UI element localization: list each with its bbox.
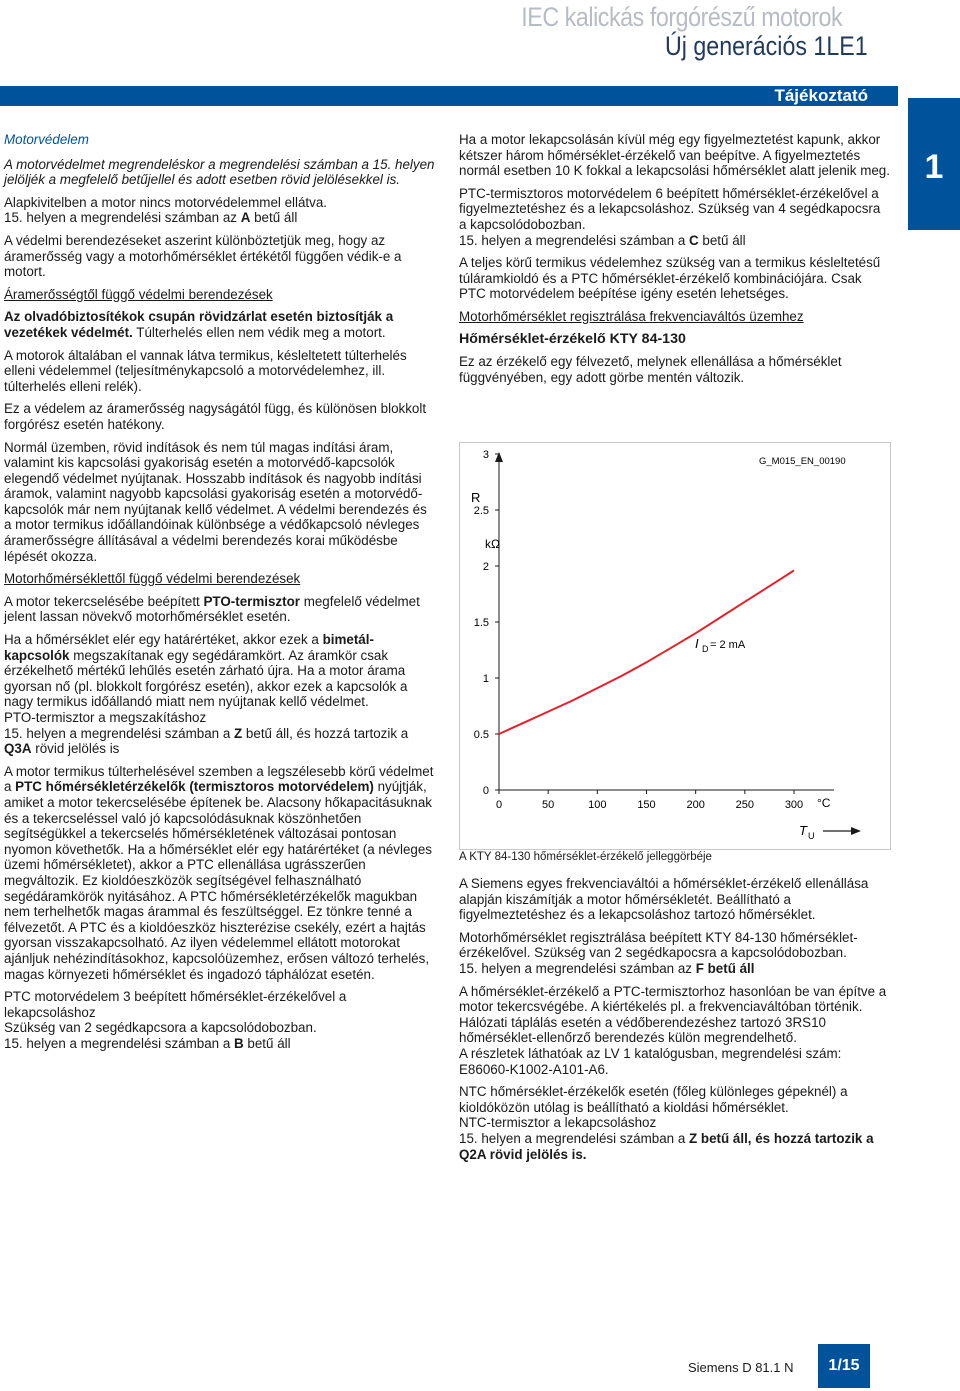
chapter-tab: [908, 98, 960, 230]
y-axis-label: R: [471, 490, 481, 505]
chart-caption: A KTY 84-130 hőmérséklet-érzékelő jelleggörbéje: [459, 851, 712, 863]
q2a-bold: Z betű áll, és hozzá tartozik a Q2A rövid jelölés is.: [459, 1130, 874, 1162]
depends-paragraph: Ez a védelem az áramerősség nagyságától függ, és különösen blokkolt forgórész esetén hatékony.: [4, 401, 427, 432]
text: megszakítanak egy segédáramkört. Az áramkör csak érzékelhető mértékű lehűlés esetén zárható újra. Ha a motor árama gyorsan nő (pl. blokkolt forgórész esetén), akkor ezek a kapcsolók a nagy termikus időállandó miatt nem nyújtanak kellő védelmet.: [4, 647, 408, 710]
kty-chart: [459, 442, 891, 850]
fuse-bold: Az olvadóbiztosítékok csupán rövidzárlat esetén biztosítják a vezetékek védelmét.: [4, 309, 394, 340]
y-tick-label: 3: [482, 449, 489, 461]
siemens-paragraph: A Siemens egyes frekvenciaváltói a hőmérséklet-érzékelő ellenállása alapján kiszámítják a motor hőmérsékletét. Beállítható a figyelmeztetéshez és a lekapcsoláshoz tartozó hőmérséklet.: [459, 876, 869, 923]
letter-a: A: [240, 210, 251, 226]
no-protection-paragraph: [4, 195, 436, 226]
page-number: 1/15: [818, 1344, 870, 1388]
footer-code: Siemens D 81.1 N: [688, 1360, 794, 1375]
text: Motorhőmérséklet regisztrálása beépített KTY 84-130 hőmérséklet-érzékelővel. Szükség van 2 segédkapocsra a kapcsolódobozban.: [459, 929, 858, 961]
text: betű áll, és hozzá tartozik a: [242, 725, 409, 741]
text: 15. helyen a megrendelési számban a: [4, 1035, 235, 1051]
x-tick-label: 0: [495, 799, 503, 811]
letter-b: B: [234, 1035, 244, 1051]
no-protection-line: Alapkivitelben a motor nincs motorvédelemmel ellátva.: [4, 194, 328, 210]
q3a-bold: Q3A: [4, 741, 32, 757]
intro-paragraph: A motorvédelmet megrendeléskor a megrendelési számban a 15. helyen jelöljék a megfelelő betűjellel és adott esetben rövid jelölésekkel is.: [4, 156, 435, 188]
text: A motor tekercselésébe beépített: [4, 593, 204, 609]
letter-f: F betű áll: [695, 960, 755, 976]
y-tick-label: 1: [482, 673, 489, 685]
text: Hálózati táplálás esetén a védőberendezéshez tartozó 3RS10 hőmérséklet-ellenőrző berendezés külön megrendelhető.: [459, 1014, 826, 1046]
chapter-number: 1: [924, 148, 944, 186]
info-bar: [0, 86, 898, 106]
x-tick-label: 250: [735, 799, 755, 811]
letter-z: Z: [234, 725, 243, 741]
bimetal-bold: bimetál-kapcsolók: [4, 632, 374, 663]
text: PTC-termisztoros motorvédelem 6 beépített hőmérséklet-érzékelővel a figyelmeztetéshez és a lekapcsoláshoz. Szükség van 4 segédkapocsra a kapcsolódobozban.: [459, 185, 881, 232]
y-tick-label: 0: [482, 785, 489, 797]
text: A motor termikus túlterhelésével szemben a legszélesebb körű védelmet a: [4, 763, 434, 795]
ptc3-paragraph: [4, 989, 436, 1051]
text: NTC hőmérséklet-érzékelők esetén (főleg különleges gépeknél) a kioldóközön utólag is beállítható a kioldási hőmérséklet.: [459, 1084, 848, 1115]
y-axis-unit: kΩ: [485, 537, 500, 551]
x-tick-label: 200: [686, 799, 705, 811]
devices-paragraph: A védelmi berendezéseket aszerint különböztetjük meg, hogy az áramerősség vagy a motorhőmérséklet értékétől függően védik-e a motort.: [4, 232, 402, 280]
annotation-i: I: [695, 636, 699, 651]
x-tick-label: 50: [542, 799, 555, 811]
reg-paragraph: [459, 930, 891, 977]
current-heading: Áramerősségtől függő védelmi berendezések: [4, 286, 273, 302]
text: 15. helyen a megrendelési számban a: [459, 232, 690, 248]
x-axis-label-sub: U: [808, 831, 815, 841]
text: 15. helyen a megrendelési számban az: [459, 960, 696, 976]
text: Túlterhelés ellen nem védik meg a motort.: [132, 324, 386, 340]
kty-curve: [499, 571, 794, 735]
bimetal-paragraph: [4, 632, 436, 757]
text: PTC motorvédelem 3 beépített hőmérséklet-érzékelővel a lekapcsoláshoz: [4, 989, 347, 1020]
text: rövid jelölés is: [31, 741, 120, 757]
chart-marks: [474, 449, 861, 835]
text: betű áll: [243, 1035, 291, 1051]
pto-paragraph: [4, 594, 436, 625]
pto-interrupt-line: PTO-termisztor a megszakításhoz: [4, 710, 207, 725]
y-tick-label: 2.5: [473, 505, 489, 517]
ntc-paragraph: [459, 1084, 891, 1162]
normal-paragraph: Normál üzemben, rövid indítások és nem túl magas indítási áram, valamint kis kapcsolási gyakoriság esetén a motorvédő-kapcsolók elegendő védelmet nyújtanak. Hosszabb indítások és nagyobb indítási áramok, valamint nagyobb kapcsolási gyakoriság esetén a motorvédő-kapcsolók már nem nyújtanak kellő védelmet. A védelmi berendezés és a motor termikus időállandóinak különbsége a védőkapcsoló névleges áramerősségre állításával a védelmi berendezés korai működésbe lépését okozza.: [4, 439, 427, 564]
right-column-bottom: [459, 876, 891, 1169]
left-column: [4, 132, 436, 1058]
text: 15. helyen a megrendelési számban a: [459, 1130, 690, 1146]
annotation-rest: = 2 mA: [710, 639, 746, 651]
x-tick-label: 150: [637, 799, 656, 811]
kty-paragraph: Ez az érzékelő egy félvezető, melynek ellenállása a hőmérséklet függvényében, egy adott görbe mentén változik.: [459, 354, 842, 385]
y-tick-label: 1.5: [473, 617, 489, 629]
freq-heading: Motorhőmérséklet regisztrálása frekvenciaváltós üzemhez: [459, 308, 804, 324]
text: 15. helyen a megrendelési számban az: [4, 210, 241, 226]
text: A részletek láthatóak az LV 1 katalógusban, megrendelési szám: E86060-K1002-A101-A6.: [459, 1045, 842, 1077]
ptc6-paragraph: [459, 186, 891, 248]
full-protection-paragraph: A teljes körű termikus védelemhez szükség van a termikus késleltetésű túláramkioldó és a PTC hőmérséklet-érzékelő kombinációjára. Csak PTC motorvédelem beépítése igény esetén lehetséges.: [459, 255, 881, 302]
ptc-like-paragraph: [459, 984, 891, 1078]
x-axis-unit: °C: [817, 796, 831, 810]
ptc-paragraph: [4, 764, 436, 982]
text: 15. helyen a megrendelési számban a: [4, 725, 235, 741]
x-tick-label: 100: [588, 799, 607, 811]
chart-code: G_M015_EN_00190: [759, 456, 846, 467]
y-tick-label: 2: [482, 561, 489, 573]
letter-c: C: [689, 232, 699, 248]
header-title: IEC kalickás forgórészű motorok: [521, 2, 842, 32]
y-tick-label: 0.5: [473, 729, 489, 741]
x-arrow-head: [851, 827, 861, 835]
warn-paragraph: Ha a motor lekapcsolásán kívül még egy figyelmeztetést kapunk, akkor kétszer három hőmérséklet-érzékelő van beépítve. A figyelmeztetés normál esetben 10 K fokkal a lekapcsolási hőmérséklet alatt jelenik meg.: [459, 132, 890, 179]
fuse-paragraph: [4, 309, 436, 340]
ptc-bold: PTC hőmérsékletérzékelők (termisztoros motorvédelem): [15, 779, 374, 795]
x-axis-label: T: [799, 823, 807, 838]
kty-heading: Hőmérséklet-érzékelő KTY 84-130: [459, 330, 686, 347]
temp-heading: Motorhőmérséklettől függő védelmi berendezések: [4, 571, 301, 587]
header-subtitle: Új generációs 1LE1: [665, 31, 868, 61]
x-tick-label: 300: [784, 799, 804, 811]
text: Ha a hőmérséklet elér egy határértéket, akkor ezek a: [4, 632, 323, 648]
text: NTC-termisztor a lekapcsoláshoz: [459, 1115, 657, 1131]
text: Szükség van 2 segédkapcsora a kapcsolódobozban.: [4, 1020, 317, 1036]
text: A hőmérséklet-érzékelő a PTC-termisztorhoz hasonlóan be van építve a motor tekercsvégébe. A kiértékelés pl. a frekvenciaváltóban történik.: [459, 983, 887, 1015]
motor-protection-heading: Motorvédelem: [4, 132, 89, 147]
motors-paragraph: A motorok általában el vannak látva termikus, késleltetett túlterhelés elleni védelemmel (teljesítménykapcsoló a motorvédelemhez, ill. túlterhelés elleni relék).: [4, 347, 407, 394]
section-label: Tájékoztató: [774, 86, 868, 105]
text: betű áll: [250, 210, 298, 226]
right-column-top: [459, 132, 891, 392]
text: megfelelő védelmet jelent lassan növekvő motorhőmérséklet esetén.: [4, 593, 420, 625]
annotation-sub: D: [702, 644, 709, 654]
text: betű áll: [698, 232, 746, 248]
pto-bold: PTO-termisztor: [203, 593, 300, 609]
text: nyújtják, amiket a motor tekercselésébe építenek be. Alacsony hőkapacitásuknak és a tekercseléssel való jó kapcsolódásuknak köszönhetően segítségükkel a tekercselés hőmérsékletének változásai pontosan nyomon követhetők. Ha a hőmérséklet elér egy határértéket (a névleges üzemi hőmérsékletet), akkor a PTC ellenállása ugrásszerűen megváltozik. Ez kioldóeszközök segítségével felhasználható segédáramkörök nyitásához. A PTC hőmérsékletérzékelők magukban nem terhelhetők magas árammal és feszültséggel. Ez tönkre tenné a félvezetőt. A PTC és a kioldóeszköz hiszterézise csekély, ezért a hajtás gyorsan visszakapcsolható. Az ilyen védelemmel ellátott motorokat ajánljuk nehézindításokhoz, kapcsolóüzemhez, erősen változó terhelés, magas környezeti hőmérséklet és ingadozó táphálózat esetén.: [4, 779, 433, 982]
